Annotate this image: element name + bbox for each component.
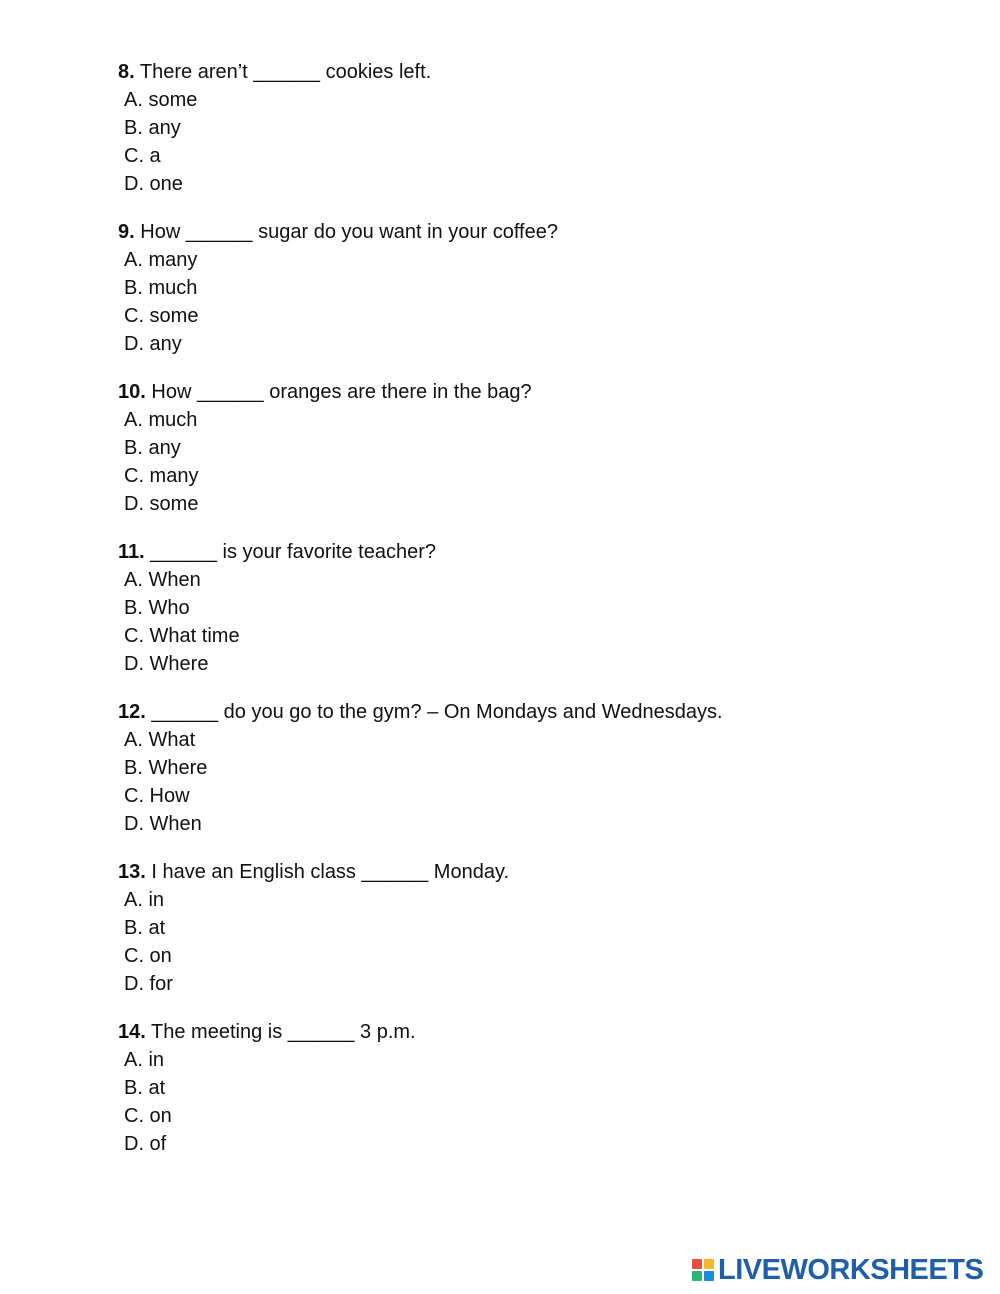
logo-mark-tile: [704, 1259, 714, 1269]
answer-option-c[interactable]: C. How: [124, 785, 190, 807]
answer-option-a[interactable]: A. some: [124, 89, 198, 111]
question-9: [118, 218, 978, 358]
question-number: 8.: [118, 61, 135, 83]
answer-option-a[interactable]: A. When: [124, 569, 201, 591]
question-11: [118, 538, 978, 678]
question-stem: [118, 1018, 978, 1046]
question-13: [118, 858, 978, 998]
question-text: I have an English class ______ Monday.: [151, 861, 510, 883]
question-text: The meeting is ______ 3 p.m.: [151, 1021, 416, 1043]
answer-option-d[interactable]: D. some: [124, 493, 199, 515]
answer-option-b[interactable]: B. any: [124, 117, 181, 139]
answer-option-a[interactable]: A. much: [124, 409, 198, 431]
question-number: 14.: [118, 1021, 146, 1043]
question-stem: [118, 58, 978, 86]
logo-mark-tile: [692, 1271, 702, 1281]
logo-mark-tile: [692, 1259, 702, 1269]
logo-mark-icon: [692, 1259, 714, 1281]
answer-option-c[interactable]: C. some: [124, 305, 199, 327]
answer-option-d[interactable]: D. any: [124, 333, 182, 355]
answer-option-b[interactable]: B. at: [124, 1077, 166, 1099]
answer-option-a[interactable]: A. What: [124, 729, 196, 751]
answer-option-b[interactable]: B. at: [124, 917, 166, 939]
answer-option-c[interactable]: C. a: [124, 145, 161, 167]
answer-option-c[interactable]: C. many: [124, 465, 199, 487]
answer-option-a[interactable]: A. in: [124, 889, 165, 911]
answer-option-d[interactable]: D. for: [124, 973, 173, 995]
answer-option-b[interactable]: B. Where: [124, 757, 208, 779]
answer-option-a[interactable]: A. many: [124, 249, 198, 271]
question-number: 9.: [118, 221, 135, 243]
question-12: [118, 698, 978, 838]
logo-mark-tile: [704, 1271, 714, 1281]
answer-option-b[interactable]: B. any: [124, 437, 181, 459]
question-text: There aren’t ______ cookies left.: [139, 61, 432, 83]
worksheet: [118, 58, 978, 1178]
question-text: How ______ sugar do you want in your coffee?: [140, 221, 558, 243]
question-stem: [118, 858, 978, 886]
answer-option-d[interactable]: D. When: [124, 813, 202, 835]
answer-option-b[interactable]: B. much: [124, 277, 198, 299]
question-10: [118, 378, 978, 518]
answer-option-d[interactable]: D. of: [124, 1133, 167, 1155]
question-text: ______ is your favorite teacher?: [150, 541, 436, 563]
answer-option-c[interactable]: C. What time: [124, 625, 240, 647]
answer-option-c[interactable]: C. on: [124, 1105, 172, 1127]
answer-option-c[interactable]: C. on: [124, 945, 172, 967]
question-text: ______ do you go to the gym? – On Mondays and Wednesdays.: [151, 701, 723, 723]
question-number: 11.: [118, 541, 145, 563]
question-stem: [118, 538, 978, 566]
answer-option-d[interactable]: D. one: [124, 173, 183, 195]
answer-option-a[interactable]: A. in: [124, 1049, 165, 1071]
liveworksheets-logo[interactable]: [692, 1254, 983, 1286]
question-number: 10.: [118, 381, 146, 403]
question-number: 13.: [118, 861, 146, 883]
logo-text: LIVEWORKSHEETS: [718, 1253, 984, 1286]
question-stem: [118, 378, 978, 406]
question-stem: [118, 218, 978, 246]
answer-option-b[interactable]: B. Who: [124, 597, 190, 619]
question-14: [118, 1018, 978, 1158]
question-8: [118, 58, 978, 198]
question-stem: [118, 698, 978, 726]
answer-option-d[interactable]: D. Where: [124, 653, 209, 675]
question-number: 12.: [118, 701, 146, 723]
question-text: How ______ oranges are there in the bag?: [151, 381, 532, 403]
